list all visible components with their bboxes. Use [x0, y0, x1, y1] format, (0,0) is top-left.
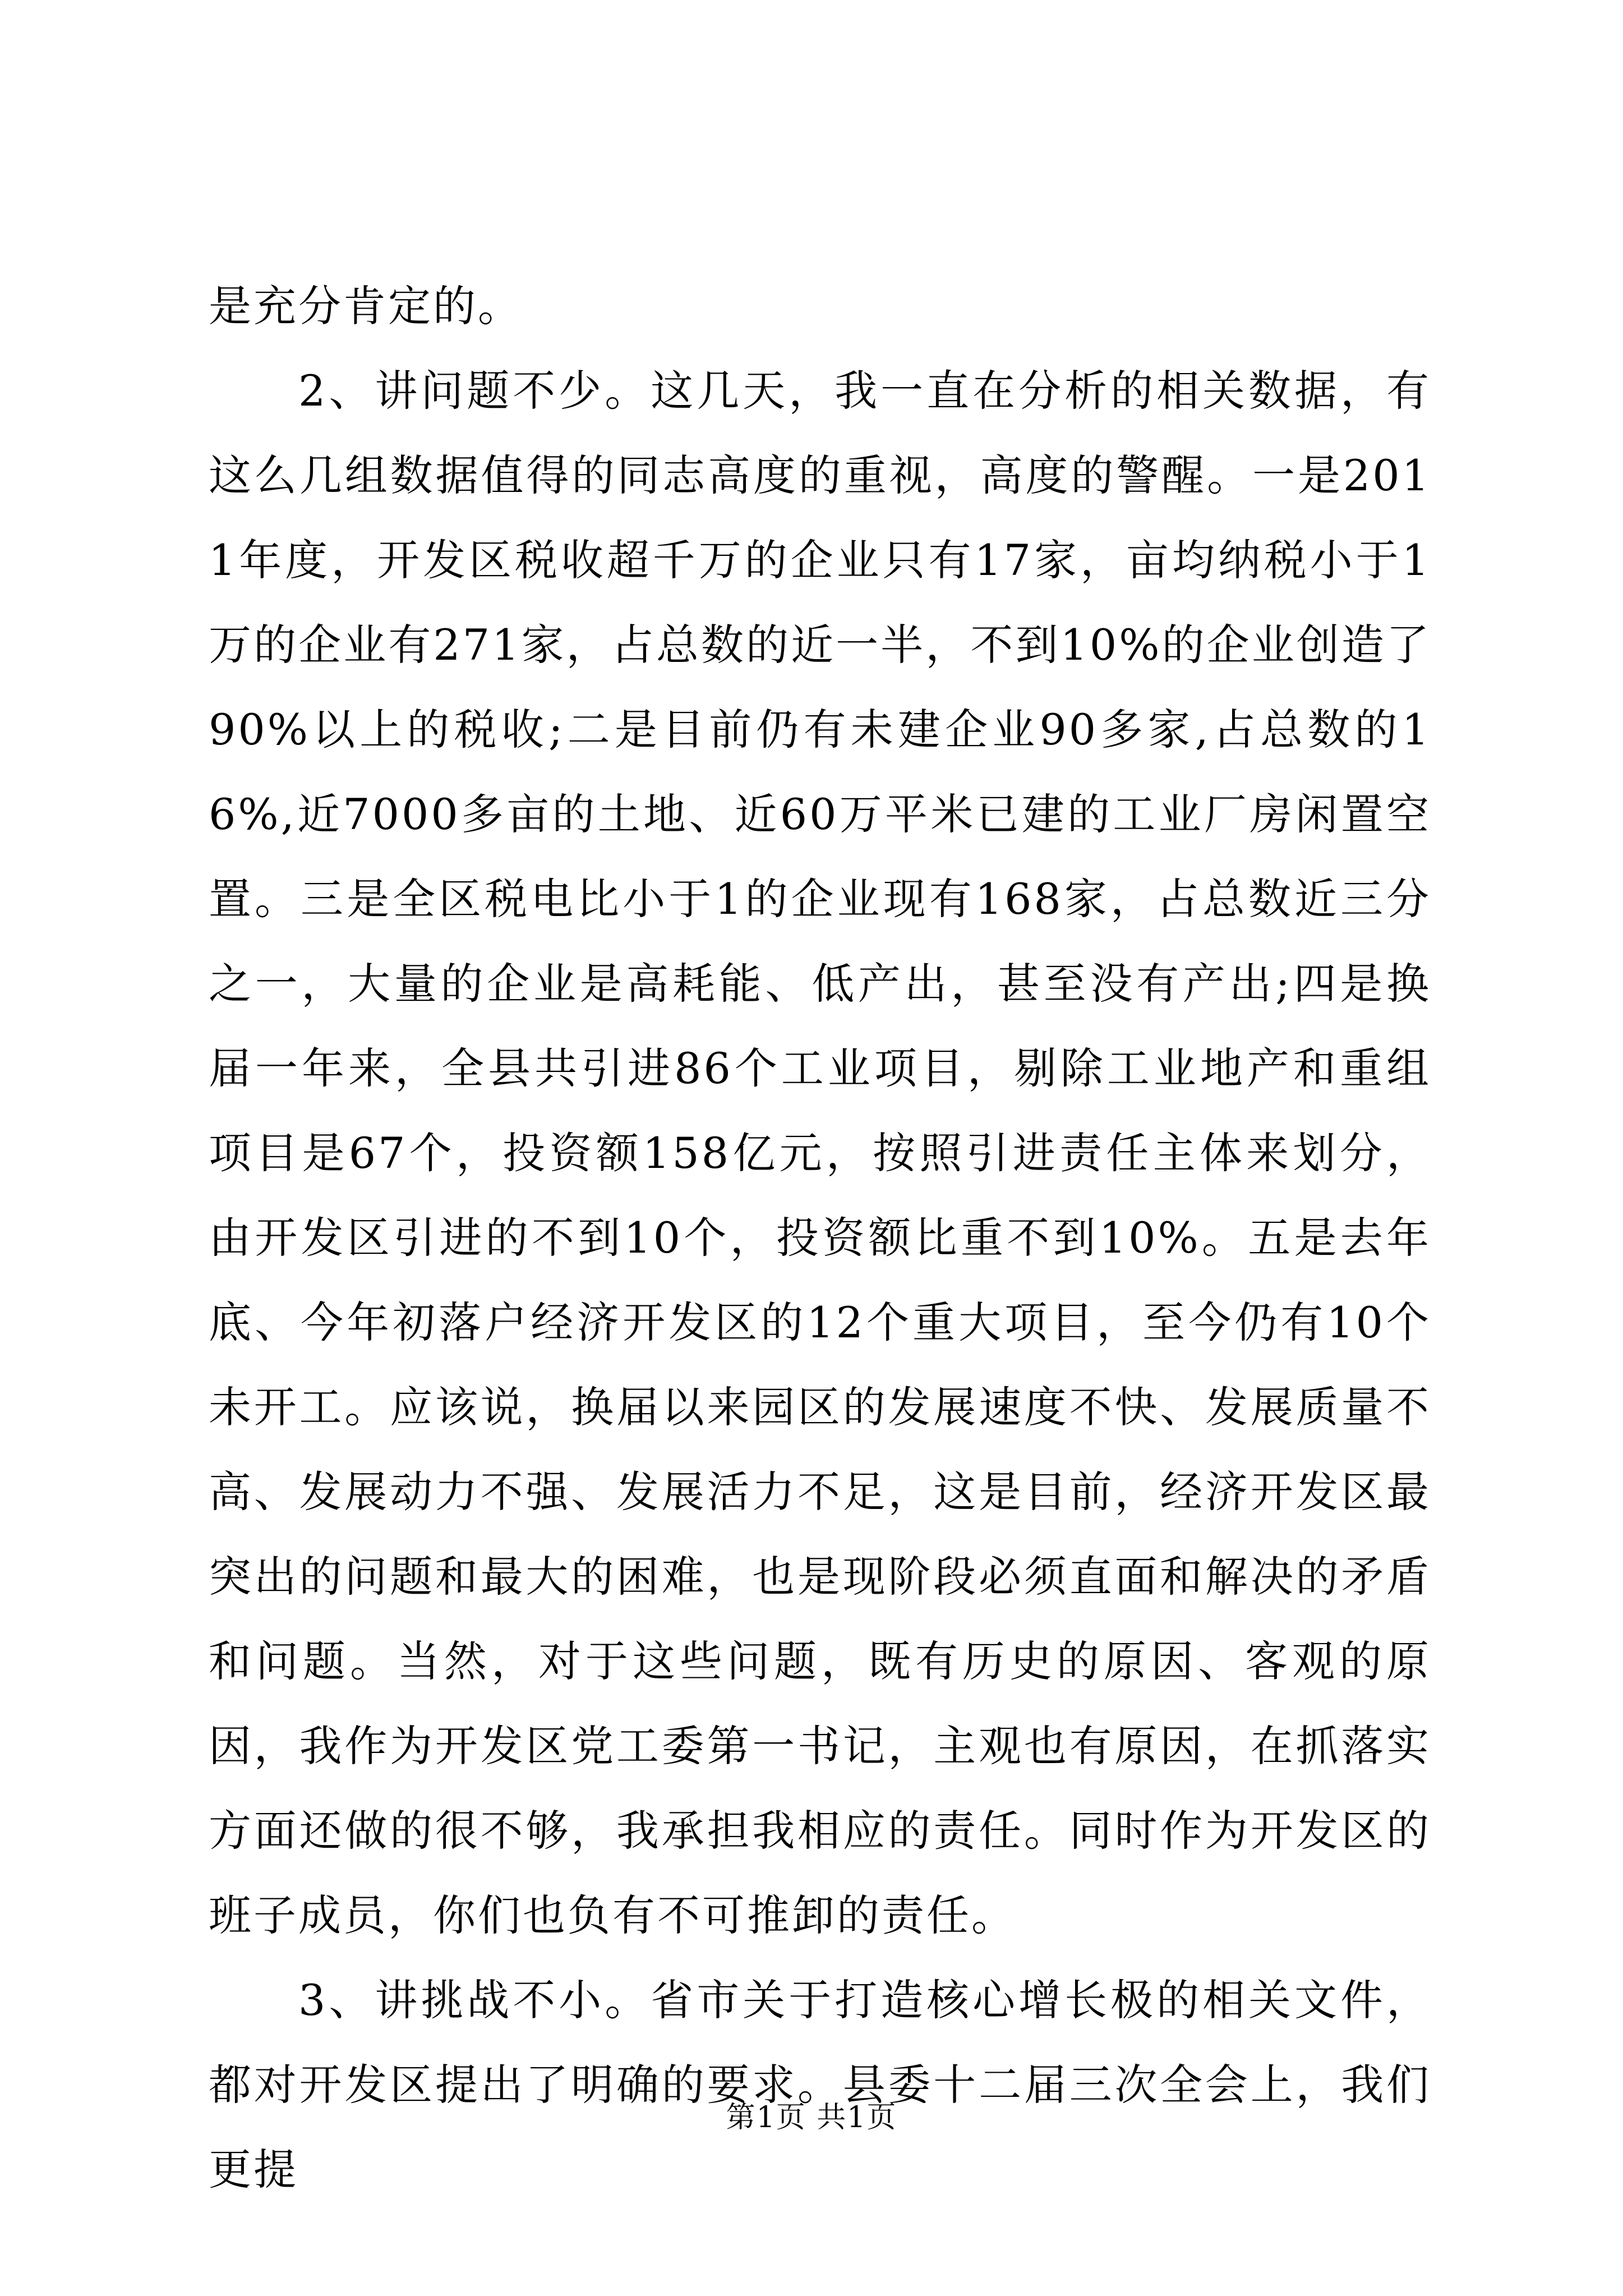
- paragraph-2: 2、讲问题不少。这几天，我一直在分析的相关数据，有这么几组数据值得的同志高度的重视，高度的警醒。一是2011年度，开发区税收超千万的企业只有17家，亩均纳税小于1万的企业有271家，占总数的近一半，不到10%的企业创造了90%以上的税收;二是目前仍有未建企业90多家,占总数的16%,近7000多亩的土地、近60万平米已建的工业厂房闲置空置。三是全区税电比小于1的企业现有168家，占总数近三分之一，大量的企业是高耗能、低产出，甚至没有产出;四是换届一年来，全县共引进86个工业项目，剔除工业地产和重组项目是67个，投资额158亿元，按照引进责任主体来划分，由开发区引进的不到10个，投资额比重不到10%。五是去年底、今年初落户经济开发区的12个重大项目，至今仍有10个未开工。应该说，换届以来园区的发展速度不快、发展质量不高、发展动力不强、发展活力不足，这是目前，经济开发区最突出的问题和最大的困难，也是现阶段必须直面和解决的矛盾和问题。当然，对于这些问题，既有历史的原因、客观的原因，我作为开发区党工委第一书记，主观也有原因，在抓落实方面还做的很不够，我承担我相应的责任。同时作为开发区的班子成员，你们也负有不可推卸的责任。: [209, 366, 1431, 1940]
- document-body: [209, 264, 1431, 2212]
- page-footer: [0, 2098, 1623, 2137]
- paragraph-1: 是充分肯定的。: [209, 281, 523, 331]
- paragraph-3: 3、讲挑战不小。省市关于打造核心增长极的相关文件，都对开发区提出了明确的要求。县委十二届三次全会上，我们更提: [209, 1975, 1431, 2194]
- page-number-label: 第1页 共1页: [726, 2101, 897, 2134]
